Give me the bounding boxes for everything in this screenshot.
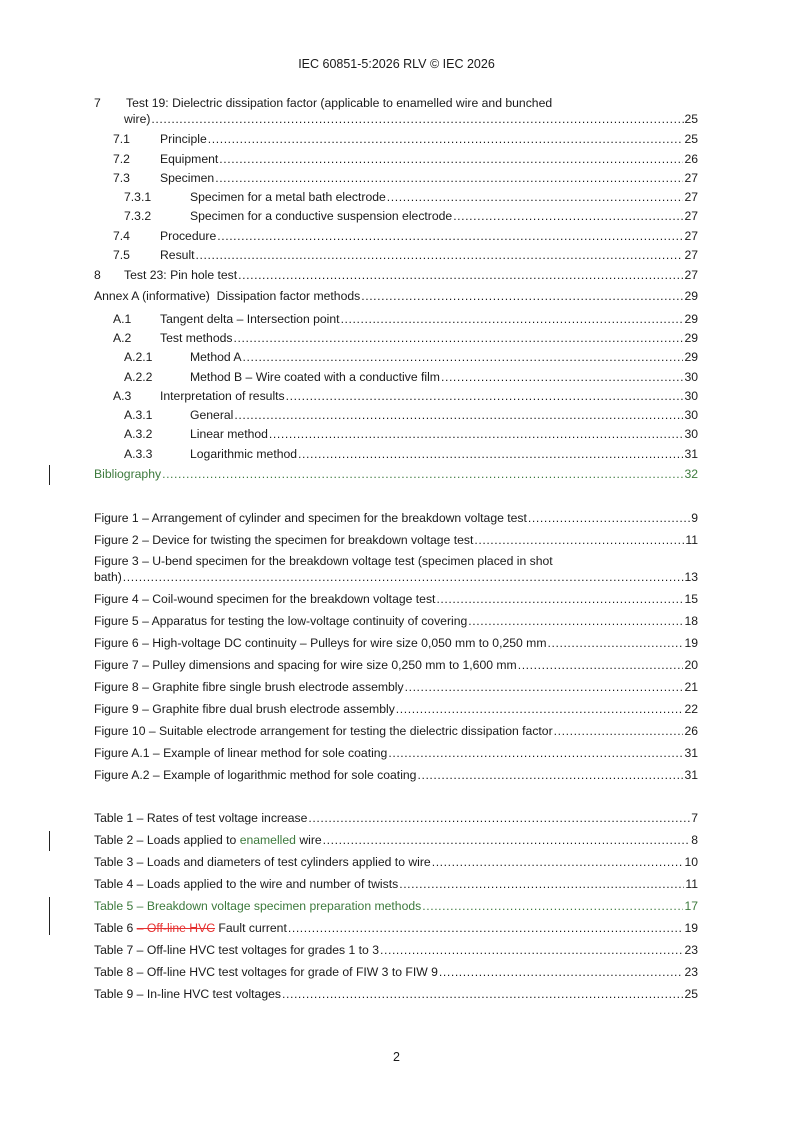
toc-entry-a-2-1[interactable] xyxy=(94,349,698,365)
figure-entry[interactable] xyxy=(94,532,698,548)
toc-text: Method B – Wire coated with a conductive film xyxy=(190,370,440,384)
figure-page: 15 xyxy=(684,592,698,606)
figure-text: Figure 3 – U-bend specimen for the breakdown voltage test (specimen placed in shot xyxy=(94,554,553,568)
toc-leader xyxy=(217,228,683,244)
toc-entry-7-3-1[interactable] xyxy=(94,189,698,205)
toc-entry-7-4[interactable] xyxy=(94,228,698,244)
table-page: 10 xyxy=(684,855,698,869)
table-page: 11 xyxy=(685,877,698,891)
table-text-pre: Table 2 – Loads applied to xyxy=(94,833,240,847)
change-bar xyxy=(49,831,50,851)
toc-num: A.3.1 xyxy=(124,408,153,422)
table-text-pre: Table 6 xyxy=(94,921,137,935)
toc-leader xyxy=(151,111,684,127)
toc-leader xyxy=(288,920,684,936)
toc-leader xyxy=(417,767,683,783)
toc-text: Interpretation of results xyxy=(160,389,285,403)
figure-page: 18 xyxy=(684,614,698,628)
figure-text: Figure 8 – Graphite fibre single brush electrode assembly xyxy=(94,680,404,694)
toc-num: A.3.3 xyxy=(124,447,153,461)
page-header: IEC 60851-5:2026 RLV © IEC 2026 xyxy=(298,57,495,71)
toc-leader xyxy=(361,288,683,304)
toc-text: wire) xyxy=(124,112,151,126)
table-text xyxy=(94,920,288,936)
toc-entry-7-1[interactable] xyxy=(94,131,698,147)
toc-leader xyxy=(269,426,684,442)
toc-text: Principle xyxy=(160,132,207,146)
toc-leader xyxy=(399,876,684,892)
toc-leader xyxy=(219,151,683,167)
toc-page: 27 xyxy=(684,248,698,262)
toc-leader xyxy=(422,898,683,914)
table-entry[interactable] xyxy=(94,986,698,1002)
toc-text: Test methods xyxy=(160,331,233,345)
table-text-post: wire xyxy=(295,833,322,847)
page-number: 2 xyxy=(393,1050,400,1064)
table-page: 17 xyxy=(684,899,698,913)
figure-text: Figure 2 – Device for twisting the specimen for breakdown voltage test xyxy=(94,533,474,547)
toc-entry-a-2-2[interactable] xyxy=(94,369,698,385)
figure-page: 9 xyxy=(691,511,698,525)
figure-text: Figure 10 – Suitable electrode arrangement for testing the dielectric dissipation factor xyxy=(94,724,553,738)
figure-page: 19 xyxy=(684,636,698,650)
toc-leader xyxy=(298,446,683,462)
toc-page: 30 xyxy=(684,370,698,384)
table-text: Table 8 – Off-line HVC test voltages for grade of FIW 3 to FIW 9 xyxy=(94,965,438,979)
toc-entry-7-3[interactable] xyxy=(94,170,698,186)
table-page: 23 xyxy=(684,943,698,957)
deleted-text: – Off-line HVC xyxy=(136,921,216,935)
toc-leader xyxy=(286,388,684,404)
toc-leader xyxy=(196,247,684,263)
toc-leader xyxy=(468,613,683,629)
toc-entry-a-2[interactable] xyxy=(94,330,698,346)
figure-text: bath) xyxy=(94,570,122,584)
figure-entry[interactable] xyxy=(94,745,698,761)
figure-text: Figure 6 – High-voltage DC continuity – Pulleys for wire size 0,050 mm to 0,250 mm xyxy=(94,636,547,650)
toc-leader xyxy=(387,189,684,205)
toc-page: 29 xyxy=(684,312,698,326)
table-entry[interactable] xyxy=(94,920,698,936)
toc-text: Specimen for a metal bath electrode xyxy=(190,190,386,204)
toc-page: 29 xyxy=(684,289,698,303)
toc-entry-a-3-3[interactable] xyxy=(94,446,698,462)
figure-text: Figure 1 – Arrangement of cylinder and specimen for the breakdown voltage test xyxy=(94,511,527,525)
figure-entry[interactable] xyxy=(94,657,698,673)
toc-leader xyxy=(162,466,683,482)
toc-entry-a-3-2[interactable] xyxy=(94,426,698,442)
table-text: Table 3 – Loads and diameters of test cylinders applied to wire xyxy=(94,855,431,869)
table-text: Table 9 – In-line HVC test voltages xyxy=(94,987,281,1001)
inserted-text: enamelled xyxy=(239,833,296,847)
toc-leader xyxy=(439,964,684,980)
toc-entry-7-2[interactable] xyxy=(94,151,698,167)
figure-entry[interactable] xyxy=(94,701,698,717)
toc-num: 7.3.1 xyxy=(124,190,152,204)
toc-page: 27 xyxy=(684,229,698,243)
change-bar xyxy=(49,897,50,935)
toc-num: 7.3.2 xyxy=(124,209,152,223)
toc-num: A.2 xyxy=(113,331,132,345)
figure-page: 22 xyxy=(684,702,698,716)
toc-leader xyxy=(548,635,684,651)
table-entry[interactable] xyxy=(94,964,698,980)
figure-entry[interactable] xyxy=(94,679,698,695)
toc-entry-annex-a[interactable] xyxy=(94,288,698,304)
toc-entry-a-3[interactable] xyxy=(94,388,698,404)
figure-page: 13 xyxy=(684,570,698,584)
toc-leader xyxy=(388,745,683,761)
table-text: Table 1 – Rates of test voltage increase xyxy=(94,811,308,825)
toc-leader xyxy=(396,701,684,717)
toc-leader xyxy=(453,208,683,224)
toc-num: A.2.1 xyxy=(124,350,153,364)
toc-text: Equipment xyxy=(160,152,219,166)
table-entry[interactable] xyxy=(94,810,698,826)
figure-text: Figure 7 – Pulley dimensions and spacing for wire size 0,250 mm to 1,600 mm xyxy=(94,658,517,672)
table-entry[interactable] xyxy=(94,832,698,848)
toc-leader xyxy=(432,854,684,870)
toc-num: A.2.2 xyxy=(124,370,153,384)
figure-page: 21 xyxy=(684,680,698,694)
table-page: 23 xyxy=(684,965,698,979)
toc-leader xyxy=(123,569,685,585)
toc-text: Bibliography xyxy=(94,467,162,481)
toc-text: Logarithmic method xyxy=(190,447,298,461)
toc-leader xyxy=(405,679,684,695)
toc-leader xyxy=(554,723,684,739)
toc-text: Procedure xyxy=(160,229,217,243)
figure-page: 31 xyxy=(684,768,698,782)
toc-page: 32 xyxy=(684,467,698,481)
toc-page: 30 xyxy=(684,427,698,441)
figure-text: Figure A.2 – Example of logarithmic method for sole coating xyxy=(94,768,417,782)
toc-text: Specimen for a conductive suspension electrode xyxy=(190,209,453,223)
toc-leader xyxy=(341,311,684,327)
toc-entry-a-3-1[interactable] xyxy=(94,407,698,423)
table-text xyxy=(94,832,323,848)
toc-num: A.3 xyxy=(113,389,132,403)
toc-page: 27 xyxy=(684,171,698,185)
toc-text: Test 23: Pin hole test xyxy=(124,268,238,282)
table-text: Table 5 – Breakdown voltage specimen preparation methods xyxy=(94,899,422,913)
figure-entry[interactable] xyxy=(94,635,698,651)
toc-num: 7.1 xyxy=(113,132,130,146)
toc-leader xyxy=(323,832,691,848)
figure-text: Figure 4 – Coil-wound specimen for the breakdown voltage test xyxy=(94,592,436,606)
table-entry[interactable] xyxy=(94,876,698,892)
figure-text: Figure 5 – Apparatus for testing the low-voltage continuity of covering xyxy=(94,614,468,628)
toc-page: 30 xyxy=(684,408,698,422)
toc-leader xyxy=(243,349,684,365)
toc-text: Test 19: Dielectric dissipation factor (applicable to enamelled wire and bunched xyxy=(126,96,553,110)
toc-page: 27 xyxy=(684,209,698,223)
toc-entry-8[interactable] xyxy=(94,267,698,283)
toc-leader xyxy=(208,131,684,147)
figure-page: 11 xyxy=(685,533,698,547)
toc-leader xyxy=(215,170,683,186)
toc-leader xyxy=(518,657,684,673)
toc-leader xyxy=(436,591,683,607)
toc-page: 31 xyxy=(684,447,698,461)
toc-text: Result xyxy=(160,248,195,262)
figure-entry[interactable] xyxy=(94,591,698,607)
table-text-post: Fault current xyxy=(215,921,287,935)
figure-page: 31 xyxy=(684,746,698,760)
table-page: 7 xyxy=(691,811,698,825)
figure-entry[interactable] xyxy=(94,510,698,526)
toc-entry-7-3-2[interactable] xyxy=(94,208,698,224)
toc-leader xyxy=(234,407,683,423)
toc-text: Specimen xyxy=(160,171,215,185)
figure-text: Figure 9 – Graphite fibre dual brush electrode assembly xyxy=(94,702,395,716)
toc-leader xyxy=(441,369,683,385)
toc-page: 27 xyxy=(684,190,698,204)
toc-num: 7 xyxy=(94,96,101,110)
toc-page: 29 xyxy=(684,331,698,345)
toc-entry-a-1[interactable] xyxy=(94,311,698,327)
table-entry[interactable] xyxy=(94,942,698,958)
toc-leader xyxy=(233,330,683,346)
toc-num: A.1 xyxy=(113,312,132,326)
toc-entry-7[interactable] xyxy=(94,95,698,127)
figure-entry[interactable] xyxy=(94,613,698,629)
figure-page: 20 xyxy=(684,658,698,672)
figure-text: Figure A.1 – Example of linear method for sole coating xyxy=(94,746,388,760)
table-page: 8 xyxy=(691,833,698,847)
toc-text: General xyxy=(190,408,234,422)
figure-page: 26 xyxy=(684,724,698,738)
toc-text: Linear method xyxy=(190,427,268,441)
toc-text: Tangent delta – Intersection point xyxy=(160,312,340,326)
toc-leader xyxy=(380,942,683,958)
figure-entry[interactable] xyxy=(94,767,698,783)
toc-entry-bibliography[interactable] xyxy=(94,466,698,482)
toc-num: 7.5 xyxy=(113,248,130,262)
toc-page: 25 xyxy=(684,132,698,146)
table-entry[interactable] xyxy=(94,854,698,870)
toc-page: 30 xyxy=(684,389,698,403)
toc-page: 26 xyxy=(684,152,698,166)
table-page: 25 xyxy=(684,987,698,1001)
table-page: 19 xyxy=(684,921,698,935)
toc-text: Annex A (informative) Dissipation factor methods xyxy=(94,289,361,303)
toc-leader xyxy=(308,810,690,826)
toc-leader xyxy=(282,986,683,1002)
toc-page: 25 xyxy=(684,112,698,126)
toc-entry-7-5[interactable] xyxy=(94,247,698,263)
toc-num: 8 xyxy=(94,268,101,282)
toc-leader xyxy=(238,267,683,283)
toc-page: 29 xyxy=(684,350,698,364)
toc-leader xyxy=(528,510,690,526)
toc-num: 7.3 xyxy=(113,171,130,185)
table-entry[interactable] xyxy=(94,898,698,914)
toc-num: 7.4 xyxy=(113,229,130,243)
toc-num: 7.2 xyxy=(113,152,130,166)
toc-page: 27 xyxy=(684,268,698,282)
figure-entry[interactable] xyxy=(94,553,698,585)
figure-entry[interactable] xyxy=(94,723,698,739)
toc-leader xyxy=(474,532,684,548)
table-text: Table 7 – Off-line HVC test voltages for grades 1 to 3 xyxy=(94,943,379,957)
toc-num: A.3.2 xyxy=(124,427,153,441)
change-bar xyxy=(49,465,50,485)
toc-text: Method A xyxy=(190,350,242,364)
table-text: Table 4 – Loads applied to the wire and number of twists xyxy=(94,877,399,891)
